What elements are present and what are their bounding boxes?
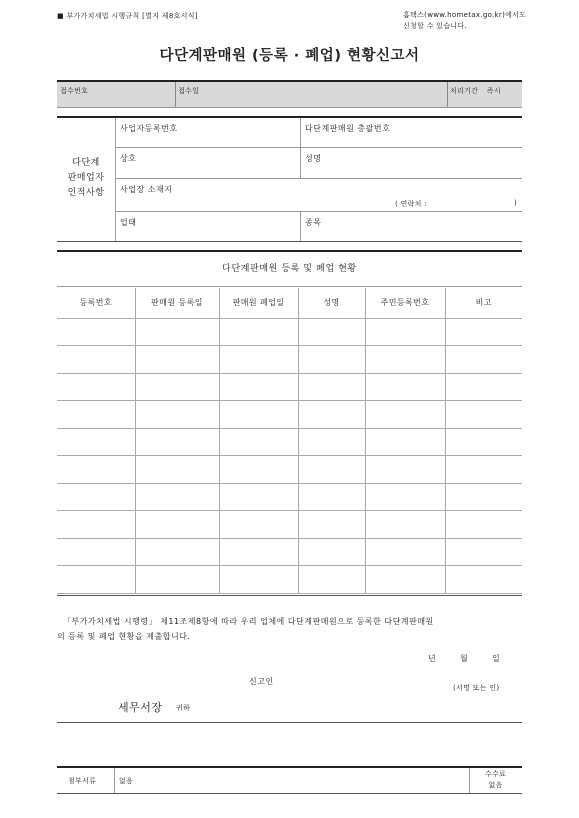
table-cell[interactable] (365, 401, 445, 429)
table-cell[interactable] (365, 483, 445, 511)
table-cell[interactable] (298, 318, 365, 346)
table-cell[interactable] (445, 511, 522, 539)
contact-label: ( 연락처 : (395, 200, 427, 208)
table-cell[interactable] (135, 318, 219, 346)
table-cell[interactable] (135, 346, 219, 374)
table-cell[interactable] (445, 456, 522, 484)
fee-label: 수수료 (484, 770, 507, 778)
table-cell[interactable] (365, 346, 445, 374)
col-close-date: 판매원 폐업일 (219, 288, 298, 318)
registry-top-rule (57, 250, 522, 252)
table-cell[interactable] (219, 401, 298, 429)
square-bullet-icon: ■ (57, 12, 64, 20)
table-cell[interactable] (135, 511, 219, 539)
attachments-top-rule (57, 766, 522, 768)
table-cell[interactable] (219, 456, 298, 484)
section-label-line3: 인적사항 (67, 188, 105, 198)
table-cell[interactable] (445, 401, 522, 429)
table-row (57, 346, 522, 374)
hometax-notice (403, 10, 526, 32)
table-row (57, 373, 522, 401)
col-remarks: 비고 (445, 288, 522, 318)
table-cell[interactable] (445, 483, 522, 511)
receipt-number-label: 접수번호 (60, 87, 89, 95)
table-cell[interactable] (298, 483, 365, 511)
table-row (57, 401, 522, 429)
section-label-line2: 판매업자 (67, 173, 105, 183)
table-cell[interactable] (298, 566, 365, 594)
registry-title: 다단계판매원 등록 및 폐업 현황 (222, 264, 357, 274)
table-row (57, 511, 522, 539)
table-cell[interactable] (135, 373, 219, 401)
table-cell[interactable] (57, 511, 135, 539)
declaration-line2: 의 등록 및 폐업 현황을 제출합니다. (57, 632, 191, 641)
table-cell[interactable] (445, 566, 522, 594)
declaration-bottom-rule (57, 722, 522, 723)
table-cell[interactable] (135, 483, 219, 511)
operator-row-rule-3 (115, 211, 522, 212)
page-title: 다단계판매원 (등록 · 폐업) 현황신고서 (159, 48, 420, 64)
registry-header-row (57, 288, 522, 318)
tax-office-label: 세무서장 (118, 701, 163, 714)
table-cell[interactable] (57, 483, 135, 511)
section-label-line1: 다단계 (72, 158, 100, 168)
table-cell[interactable] (57, 346, 135, 374)
declaration-line1: 「부가가치세법 시행령」 제11조제8항에 따라 우리 업체에 다단계판매원으로 등록한 다단계판매원 (63, 617, 434, 626)
business-reg-no-label: 사업자등록번호 (120, 124, 178, 133)
period-label: 처리기간 (450, 87, 479, 95)
table-cell[interactable] (445, 373, 522, 401)
contact-close: ) (514, 199, 518, 207)
table-cell[interactable] (219, 346, 298, 374)
table-cell[interactable] (57, 428, 135, 456)
item-label: 종목 (305, 218, 322, 227)
form-ref-text: 부가가치세법 시행규칙 [별지 제8호서식] (66, 12, 198, 20)
form-reference (57, 11, 198, 21)
table-cell[interactable] (219, 511, 298, 539)
table-cell[interactable] (135, 401, 219, 429)
table-cell[interactable] (298, 346, 365, 374)
table-cell[interactable] (219, 566, 298, 594)
table-cell[interactable] (135, 538, 219, 566)
operator-section-label (57, 156, 115, 201)
operator-mid-divider-2 (300, 211, 301, 241)
col-name: 성명 (298, 288, 365, 318)
table-cell[interactable] (57, 456, 135, 484)
receipt-top-rule (57, 80, 522, 82)
table-cell[interactable] (298, 401, 365, 429)
col-resident-no: 주민등록번호 (365, 288, 445, 318)
table-cell[interactable] (219, 318, 298, 346)
date-day: 일 (492, 654, 501, 663)
table-cell[interactable] (365, 566, 445, 594)
table-cell[interactable] (365, 318, 445, 346)
table-cell[interactable] (365, 428, 445, 456)
table-cell[interactable] (445, 428, 522, 456)
signature-label: (서명 또는 인) (453, 684, 500, 692)
attachments-divider-1 (114, 768, 115, 793)
table-row (57, 538, 522, 566)
business-type-label: 업태 (120, 218, 137, 227)
table-cell[interactable] (57, 373, 135, 401)
honorific: 귀하 (176, 704, 191, 712)
attachments-bottom-rule (57, 793, 522, 794)
operator-label-divider (115, 118, 116, 241)
col-reg-date: 판매원 등록일 (135, 288, 219, 318)
date-month: 월 (460, 654, 469, 663)
registry-bottom-rule (57, 595, 522, 596)
date-year: 년 (428, 654, 437, 663)
operator-name-label: 성명 (305, 154, 322, 163)
table-cell[interactable] (365, 538, 445, 566)
table-row (57, 566, 522, 594)
period-value: 즉시 (486, 87, 501, 95)
table-cell[interactable] (298, 373, 365, 401)
table-row (57, 483, 522, 511)
attachments-label: 첨부서류 (68, 777, 97, 785)
receipt-divider-2 (447, 82, 448, 107)
receipt-date-label: 접수일 (178, 87, 200, 95)
table-cell[interactable] (298, 538, 365, 566)
table-row (57, 428, 522, 456)
reporter-label: 신고인 (249, 677, 274, 686)
table-cell[interactable] (298, 428, 365, 456)
table-cell[interactable] (298, 511, 365, 539)
operator-mid-divider-1 (300, 118, 301, 178)
table-row (57, 318, 522, 346)
table-cell[interactable] (219, 483, 298, 511)
table-cell[interactable] (445, 318, 522, 346)
table-cell[interactable] (365, 511, 445, 539)
processing-period-label (450, 86, 501, 96)
table-cell[interactable] (57, 538, 135, 566)
table-cell[interactable] (57, 318, 135, 346)
operator-row-rule-2 (115, 178, 522, 179)
table-cell[interactable] (57, 401, 135, 429)
table-cell[interactable] (445, 346, 522, 374)
master-no-label: 다단계판매원 총괄번호 (305, 124, 391, 133)
table-row (57, 456, 522, 484)
receipt-divider-1 (175, 82, 176, 107)
table-cell[interactable] (219, 428, 298, 456)
table-cell[interactable] (365, 373, 445, 401)
address-label: 사업장 소재지 (120, 185, 173, 194)
hometax-line2: 신청할 수 있습니다. (403, 22, 468, 30)
fee-value: 없음 (488, 781, 503, 789)
attachments-value: 없음 (119, 777, 134, 785)
operator-top-rule (57, 116, 522, 118)
table-cell[interactable] (135, 428, 219, 456)
table-cell[interactable] (219, 538, 298, 566)
table-cell[interactable] (298, 456, 365, 484)
hometax-line1: 홈택스(www.hometax.go.kr)에서도 (403, 11, 527, 19)
registry-table (57, 288, 522, 594)
table-cell[interactable] (445, 538, 522, 566)
table-cell[interactable] (135, 566, 219, 594)
table-cell[interactable] (365, 456, 445, 484)
registry-header-rule (57, 286, 522, 287)
table-cell[interactable] (57, 566, 135, 594)
company-label: 상호 (120, 154, 137, 163)
table-cell[interactable] (135, 456, 219, 484)
operator-row-rule-1 (115, 147, 522, 148)
operator-bottom-rule (57, 241, 522, 242)
receipt-bottom-rule (57, 107, 522, 108)
col-reg-no: 등록번호 (57, 288, 135, 318)
fee-box (469, 769, 522, 791)
declaration-text (57, 614, 522, 644)
table-cell[interactable] (219, 373, 298, 401)
